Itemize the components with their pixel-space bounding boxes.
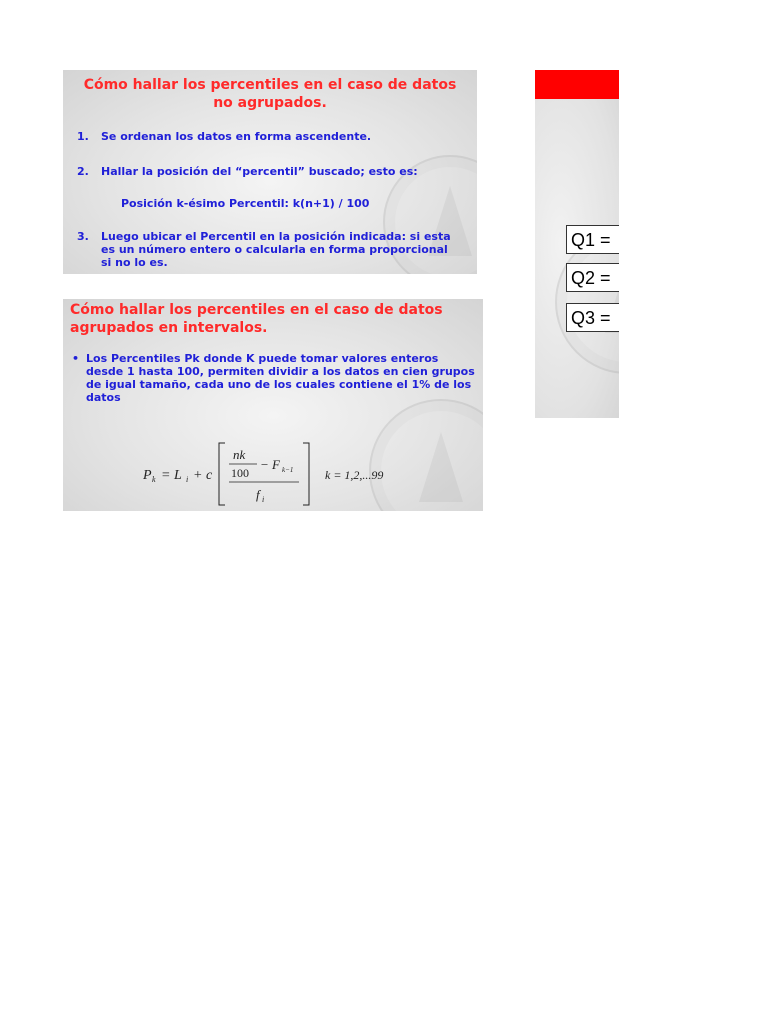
slide2-title: Cómo hallar los percentiles en el caso de datos agrupados en intervalos. (70, 302, 443, 336)
slide-percentiles-agrupados (63, 299, 483, 511)
step-number: 2. (77, 165, 89, 178)
formula-num-a: nk (233, 447, 246, 462)
q3-box: Q3 = (566, 303, 619, 332)
step-number: 1. (77, 130, 89, 143)
formula-l-sub: i (186, 475, 189, 484)
red-header-bar (535, 70, 619, 99)
bullet-text: Los Percentiles Pk donde K puede tomar valores enteros desde 1 hasta 100, permiten dividir a los datos en cien grupos de igual tamaño, cada uno de los cuales contiene el 1% de los datos (86, 352, 475, 404)
formula-num-b: 100 (231, 466, 249, 480)
formula-minus: − F (260, 457, 280, 472)
right-bracket (303, 443, 309, 505)
step-text: Luego ubicar el Percentil en la posición indicada: si esta es un número entero o calcularla en forma proporcional si no lo es. (101, 230, 451, 269)
formula-eq: = L (161, 468, 182, 483)
bullet-item (72, 352, 477, 404)
step-item-2 (77, 165, 476, 178)
step-number: 3. (77, 230, 89, 243)
step-text: Se ordenan los datos en forma ascendente. (101, 130, 372, 143)
slide-percentiles-no-agrupados (63, 70, 477, 274)
slide1-title: Cómo hallar los percentiles en el caso de datos no agrupados. (83, 77, 457, 111)
formula-den: f (256, 487, 260, 502)
step-item-1 (77, 130, 461, 143)
formula-range: k = 1,2,...99 (325, 468, 384, 482)
bullet-dot-icon: • (72, 352, 80, 365)
formula-lhs-sub: k (152, 475, 156, 484)
percentile-formula (143, 437, 423, 509)
position-formula: Posición k-ésimo Percentil: k(n+1) / 100 (121, 197, 370, 210)
slide-quartiles-partial (535, 70, 619, 418)
formula-lhs: P (143, 468, 152, 483)
formula-plus: + c (193, 468, 213, 483)
formula-den-sub: i (262, 495, 265, 504)
left-bracket (219, 443, 225, 505)
q2-box: Q2 = (566, 263, 619, 292)
q1-box: Q1 = (566, 225, 619, 254)
formula-f-sub: k−1 (282, 466, 294, 474)
step-text: Hallar la posición del “percentil” buscado; esto es: (101, 165, 418, 178)
step-item-3 (77, 230, 461, 269)
